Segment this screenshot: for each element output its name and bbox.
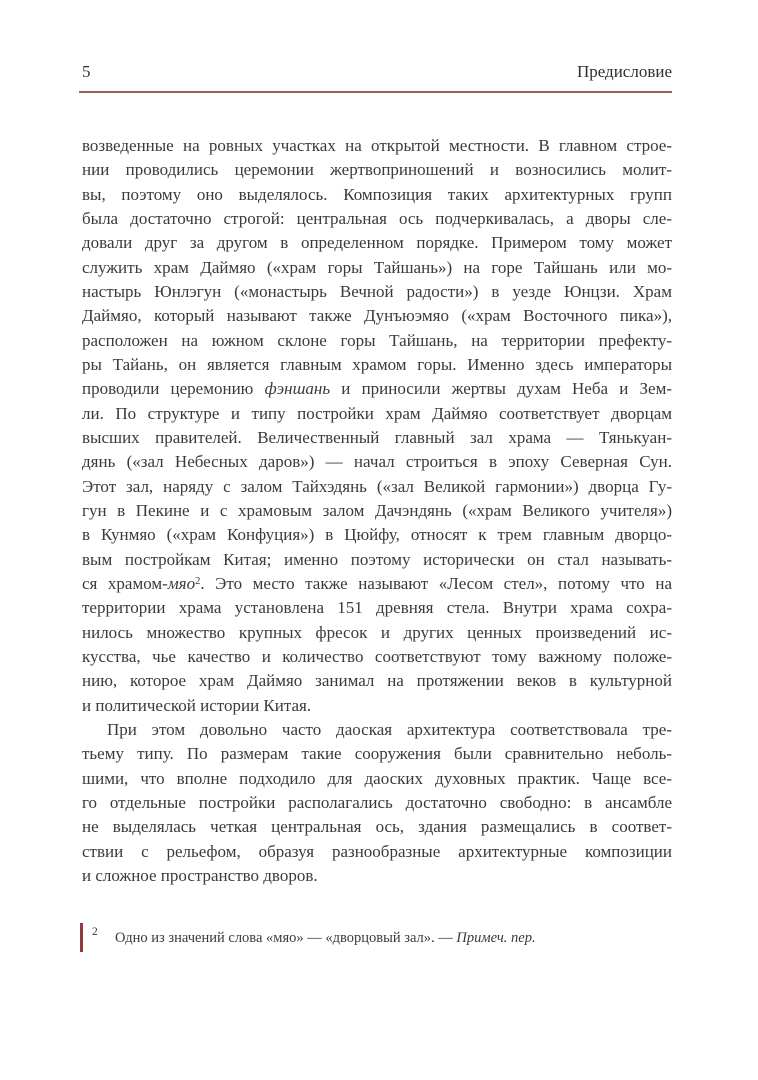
text-line — [82, 426, 672, 450]
footnote-marker: 2 — [92, 926, 98, 938]
text-line — [82, 280, 672, 304]
running-head — [82, 62, 672, 82]
text-run: довали друг за другом в определенном порядке. Примером тому может — [82, 233, 672, 253]
text-line — [82, 596, 672, 620]
text-run: ся храмом- — [82, 573, 168, 593]
text-line — [82, 256, 672, 280]
text-line — [82, 353, 672, 377]
footnote-text — [115, 929, 660, 948]
text-run: При этом довольно часто даоская архитектура соответствовала тре- — [107, 719, 672, 739]
text-run: кусства, чье качество и количество соответствуют тому важному положе- — [82, 646, 672, 666]
text-run: вым постройкам Китая; именно поэтому исторически он стал называть- — [82, 549, 672, 569]
text-run: тьему типу. По размерам такие сооружения были сравнительно неболь- — [82, 744, 672, 764]
text-run: нию, которое храм Даймяо занимал на протяжении веков в культурной — [82, 671, 672, 691]
text-run: и политической истории Китая. — [82, 695, 312, 715]
text-run: вы, поэтому оно выделялось. Композиция таких архитектурных групп — [82, 184, 672, 204]
text-line — [82, 767, 672, 791]
text-run: в Кунмяо («храм Конфуция») в Цюйфу, относят к трем главным дворцо- — [82, 525, 672, 545]
text-line — [82, 134, 672, 158]
text-run: шими, что вполне подходило для даоских духовных практик. Чаще все- — [82, 768, 672, 788]
text-run: нилось множество крупных фресок и других ценных произведений ис- — [82, 622, 672, 642]
text-run: Одно из значений слова «мяо» — «дворцовый зал». — — [115, 930, 457, 946]
text-run: расположен на южном склоне горы Тайшань, на территории префекту- — [82, 330, 672, 350]
text-run: ры Тайань, он является главным храмом горы. Именно здесь императоры — [82, 354, 672, 374]
text-run: . Это место также называют «Лесом стел», потому что на — [200, 573, 672, 593]
text-line — [82, 815, 672, 839]
text-line — [82, 572, 672, 596]
text-run: и приносили жертвы духам Неба и Зем- — [330, 379, 672, 399]
text-line — [82, 207, 672, 231]
text-line — [82, 523, 672, 547]
text-line — [82, 402, 672, 426]
text-line — [82, 475, 672, 499]
text-run: возведенные на ровных участках на открытой местности. В главном строе- — [82, 136, 672, 155]
text-line — [82, 694, 672, 718]
body-text — [82, 134, 672, 888]
text-line — [82, 548, 672, 572]
text-line — [82, 864, 672, 888]
text-run: была достаточно строгой: центральная ось подчеркивалась, а дворы сле- — [82, 208, 672, 228]
text-line — [82, 329, 672, 353]
text-run: высших правителей. Величественный главный зал храма — Тянькуан- — [82, 427, 672, 447]
italic-run: Примеч. пер. — [456, 930, 536, 946]
text-line — [82, 718, 672, 742]
text-run: нии проводились церемонии жертвоприношений и возносились молит- — [82, 160, 672, 180]
text-line — [82, 183, 672, 207]
text-run: не выделялась четкая центральная ось, здания размещались в соответ- — [82, 817, 672, 837]
chapter-title: Предисловие — [576, 62, 672, 81]
text-run: служить храм Даймяо («храм горы Тайшань») на горе Тайшань или мо- — [82, 257, 672, 277]
text-line — [82, 621, 672, 645]
page-number: 5 — [82, 62, 91, 81]
text-run: настырь Юнлэгун («монастырь Вечной радости») в уезде Юнцзи. Храм — [82, 281, 672, 301]
footnote-bar — [80, 923, 83, 952]
text-run: ствии с рельефом, образуя разнообразные архитектурные композиции — [82, 841, 672, 861]
text-line — [82, 791, 672, 815]
text-run: дянь («зал Небесных даров») — начал строиться в эпоху Северная Сун. — [82, 452, 672, 472]
text-run: го отдельные постройки располагались достаточно свободно: в ансамбле — [82, 792, 672, 812]
text-run: ли. По структуре и типу постройки храм Даймяо соответствует дворцам — [82, 403, 672, 423]
text-line — [82, 840, 672, 864]
text-run: проводили церемонию — [82, 379, 265, 399]
text-line — [82, 377, 672, 401]
text-line — [82, 499, 672, 523]
text-run: территории храма установлена 151 древняя стела. Внутри храма сохра- — [82, 598, 672, 618]
text-line — [82, 450, 672, 474]
italic-run: мяо — [167, 573, 196, 593]
text-line — [82, 158, 672, 182]
text-line — [82, 645, 672, 669]
text-run: и сложное пространство дворов. — [82, 865, 318, 885]
text-line — [82, 669, 672, 693]
header-rule — [79, 91, 672, 93]
text-line — [82, 742, 672, 766]
text-run: гун в Пекине и с храмовым залом Дачэндянь («храм Великого учителя») — [82, 500, 672, 520]
footnote-ref: 2 — [195, 576, 201, 588]
text-run: Этот зал, наряду с залом Тайхэдянь («зал Великой гармонии») дворца Гу- — [82, 476, 672, 496]
italic-run: фэншань — [264, 379, 331, 399]
text-run: Даймяо, который называют также Дунъюэмяо («храм Восточного пика»), — [82, 306, 672, 326]
text-line — [82, 231, 672, 255]
text-line — [82, 304, 672, 328]
